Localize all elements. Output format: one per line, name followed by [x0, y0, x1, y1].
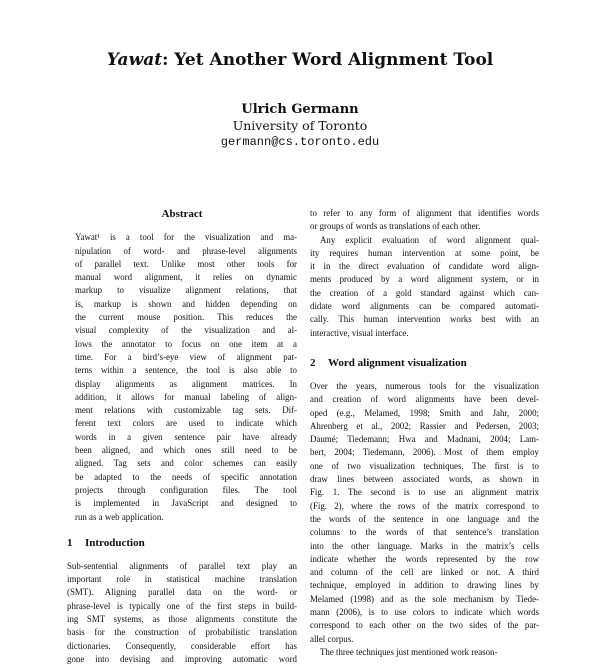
abstract-heading: Abstract [161, 208, 203, 220]
text-line: allel corpus. [310, 633, 354, 644]
text-line: Sub-sentential alignments of parallel text play an [67, 560, 297, 571]
section-title: Introduction [85, 536, 145, 549]
text-line: is implemented in JavaScript and designed to [75, 498, 297, 509]
text-line: Melamed (1998) and as the sole mechanism by Tiede- [310, 593, 539, 604]
text-line: (Fig. 2), where the rows of the matrix correspond to [310, 500, 539, 511]
text-line: oped (e.g., Melamed, 1998; Smith and Jahr, 2000; [310, 407, 539, 418]
text-line: basis for the construction of probabilistic translation [67, 627, 297, 638]
text-line: lows the annotator to focus on one item at a [75, 338, 297, 349]
text-line: projects through configuration files. The tool [75, 484, 297, 495]
text-line: one of two visualization techniques. The first is to [310, 460, 539, 471]
text-line: of parallel text. Unlike most other tools for [75, 258, 297, 269]
text-line: to refer to any form of alignment that identifies words [310, 208, 539, 218]
section-heading-introduction [67, 536, 297, 550]
introduction-body [67, 560, 297, 666]
text-line: addition, it allows for manual labeling of align- [75, 391, 297, 402]
text-line: dictionaries. Consequently, considerable effort has [67, 640, 297, 651]
text-line: ity requires human intervention at some point, be [310, 247, 539, 258]
text-line: draw lines between associated words, as shown in [310, 474, 539, 485]
text-line: ment relations with customizable tag sets. Dif- [75, 405, 297, 416]
text-line: it in the direct evaluation of candidate word align- [310, 261, 539, 272]
text-line: visual complexity of the visualization and al- [75, 325, 297, 336]
abstract-body [75, 231, 297, 524]
section-heading-word-alignment-visualization [310, 356, 539, 370]
text-line: Ahrenberg et al., 2002; Rassier and Pedersen, 2003; [310, 420, 539, 431]
text-line: Fig. 1. The second is to use an alignment matrix [310, 487, 539, 498]
text-line: interactive, visual interface. [310, 327, 409, 338]
right-column [310, 207, 539, 659]
text-line: or groups of words as translations of each other. [310, 221, 481, 232]
text-line: technique, employed in addition to drawing lines by [310, 580, 539, 591]
title-tool-name: Yawat [106, 50, 163, 70]
section-title: Word alignment visualization [328, 356, 467, 369]
paragraph-evaluation [310, 234, 539, 340]
text-line: gone into devising and improving automatic word [67, 653, 297, 664]
text-line: columns to the words of that sentence’s translation [310, 527, 539, 538]
text-line: and creation of word alignments have been devel- [310, 394, 539, 405]
section-number: 1 [67, 536, 73, 549]
text-line: is, markup is shown and hidden depending on [75, 298, 297, 309]
text-line: Yawat¹ is a tool for the visualization and ma- [75, 232, 297, 243]
left-column [67, 208, 297, 666]
author-email[interactable]: germann@cs.toronto.edu [220, 135, 380, 149]
text-line: manual word alignment, it relies on dynamic [75, 272, 297, 283]
text-line: cally. This human intervention works best with an [310, 314, 539, 325]
text-line: ments produced by a word alignment system, or in [310, 274, 539, 285]
text-line: time. For a bird’s-eye view of alignment pat- [75, 351, 297, 362]
text-line: the creation of a gold standard against which can- [310, 287, 539, 298]
text-line: mann (2006), is to use colors to indicate which words [310, 607, 539, 618]
text-line: into the other language. Marks in the matrix’s cells [310, 540, 539, 551]
paper-title [0, 50, 600, 70]
text-line: Any explicit evaluation of word alignment qual- [320, 234, 539, 245]
text-line: Daumé; Tiedemann; Hwa and Madnani, 2004; Lam- [310, 434, 539, 445]
text-line: Over the years, numerous tools for the visualization [310, 380, 539, 391]
title-rest: : Yet Another Word Alignment Tool [162, 50, 494, 70]
author-affiliation: University of Toronto [232, 118, 368, 133]
text-line: and column of the cell are linked or not. A third [310, 567, 539, 578]
paragraph-continued [310, 207, 539, 234]
text-line: didate word alignments can be compared automati- [310, 301, 539, 312]
section-number: 2 [310, 356, 316, 369]
text-line: markup to visualize alignment relations, that [75, 285, 297, 296]
author-block [0, 102, 600, 149]
text-line: ferent text colors are used to indicate which [75, 418, 297, 429]
text-line: bert, 2004; Tiedemann, 2006). Most of them employ [310, 447, 539, 458]
section2-body [310, 380, 539, 659]
text-line: the words of the sentence in one language and the [310, 513, 539, 524]
text-line: correspond to each other on the two sides of the par- [310, 620, 539, 631]
text-line: terns within a sentence, the tool is also able to [75, 365, 297, 376]
text-line: nipulation of word- and phrase-level alignments [75, 245, 297, 256]
text-line: run as a web application. [75, 511, 164, 522]
author-name: Ulrich Germann [241, 102, 359, 117]
text-line: phrase-level is typically one of the first steps in build- [67, 600, 297, 611]
text-line: words in a given sentence pair have already [75, 431, 297, 442]
text-line: the current mouse position. This reduces the [75, 312, 297, 323]
text-line: indicate whether the words represented by the row [310, 553, 539, 564]
text-line: ing SMT systems, as those alignments constitute the [67, 614, 297, 625]
text-line: display alignments as alignment matrices. In [75, 378, 297, 389]
text-line: (SMT). Aligning parallel data on the word- or [67, 587, 297, 598]
text-line: aligned. Tag sets and color schemes can easily [75, 458, 297, 469]
text-line: important role in statistical machine translation [67, 574, 297, 585]
text-line: The three techniques just mentioned work reason- [320, 646, 498, 657]
text-line: been aligned, and which ones still need to be [75, 445, 297, 456]
text-line: be adapted to the needs of specific annotation [75, 471, 297, 482]
